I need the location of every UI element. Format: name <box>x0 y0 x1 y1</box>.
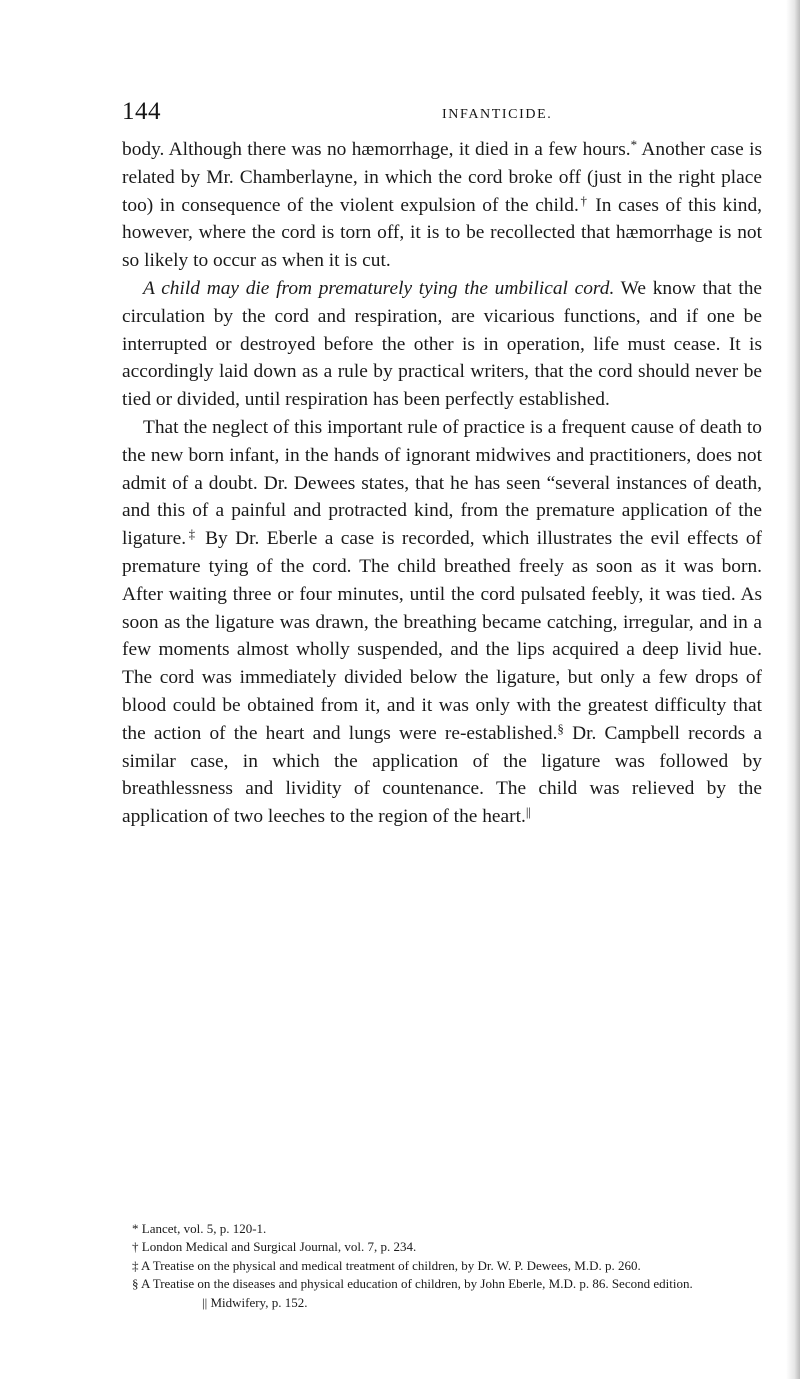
footnote-3: ‡ A Treatise on the physical and medical treatment of children, by Dr. W. P. Dewees, M.D. p. 260. <box>132 1257 641 1273</box>
footnote-marker-4: § <box>557 720 564 736</box>
footnote-marker-1: * <box>630 137 638 152</box>
footnote-2: † London Medical and Surgical Journal, vol. 7, p. 234. <box>132 1239 417 1255</box>
footnote-marker-5: || <box>525 804 532 820</box>
section-heading: A child may die from prematurely tying the umbilical cord. <box>143 277 615 299</box>
running-head: INFANTICIDE. <box>442 107 553 122</box>
paragraph-2 <box>122 275 762 414</box>
paragraph-3-text-c: Dr. Campbell records a similar case, in which the application of the ligature was followed by breathlessness and lividity of countenance. The child was relieved by the application of two leeches to the region of the heart. <box>122 722 762 828</box>
paragraph-1-text-c: In cases of this kind, however, where the cord is torn off, it is to be recollected that hæmorrhage is not so likely to occur as when it is cut. <box>122 194 762 272</box>
footnote-5-text: || Midwifery, p. 152. <box>202 1294 308 1310</box>
page-number: 144 <box>122 98 161 125</box>
footnote-marker-3: ‡ <box>186 526 198 542</box>
paragraph-3-text-a: That the neglect of this important rule of practice is a frequent cause of death to the new born infant, in the hands of ignorant midwives and practitioners, does not admit of a doubt. Dr. Dewees states, that he has seen “several instances of death, and this of a painful and protracted kind, from the premature application of the ligature. <box>122 416 762 550</box>
paragraph-3 <box>122 414 762 831</box>
footnote-marker-2: † <box>578 192 589 208</box>
paragraph-1-text-a: body. Although there was no hæmorrhage, it died in a few hours. <box>122 139 631 160</box>
footnotes <box>122 1220 762 1312</box>
paragraph-3-text-b: By Dr. Eberle a case is recorded, which illustrates the evil effects of premature tying of the cord. The child breathed freely as soon as it was born. After waiting three or four minutes, until the cord pulsated feebly, it was tied. As soon as the ligature was drawn, the breathing became catching, irregular, and in a few moments almost wholly suspended, and the lips acquired a deep livid hue. The cord was immediately divided below the ligature, but only a few drops of blood could be obtained from it, and it was only with the greatest difficulty that the action of the heart and lungs were re-established. <box>122 528 763 744</box>
footnote-4-text: § A Treatise on the diseases and physical education of children, by John Eberle, M.D. p. 86. Second edition. <box>132 1276 693 1292</box>
body-text <box>122 136 762 831</box>
page-edge-shadow <box>786 0 800 1379</box>
footnote-1: * Lancet, vol. 5, p. 120-1. <box>132 1221 267 1236</box>
page-header <box>122 98 762 128</box>
footnote-4 <box>122 1275 762 1312</box>
paragraph-1 <box>122 136 762 275</box>
paragraph-1-text-b: Another case is related by Mr. Chamberlayne, in which the cord broke off (just in the right place too) in consequence of the violent expulsion of the child. <box>122 139 763 216</box>
paragraph-2-text: We know that the circulation by the cord and respiration, are vicarious functions, and if one be interrupted or destroyed before the other is in operation, life must cease. It is accordingly laid down as a rule by practical writers, that the cord should never be tied or divided, until respiration has been perfectly established. <box>122 277 763 411</box>
